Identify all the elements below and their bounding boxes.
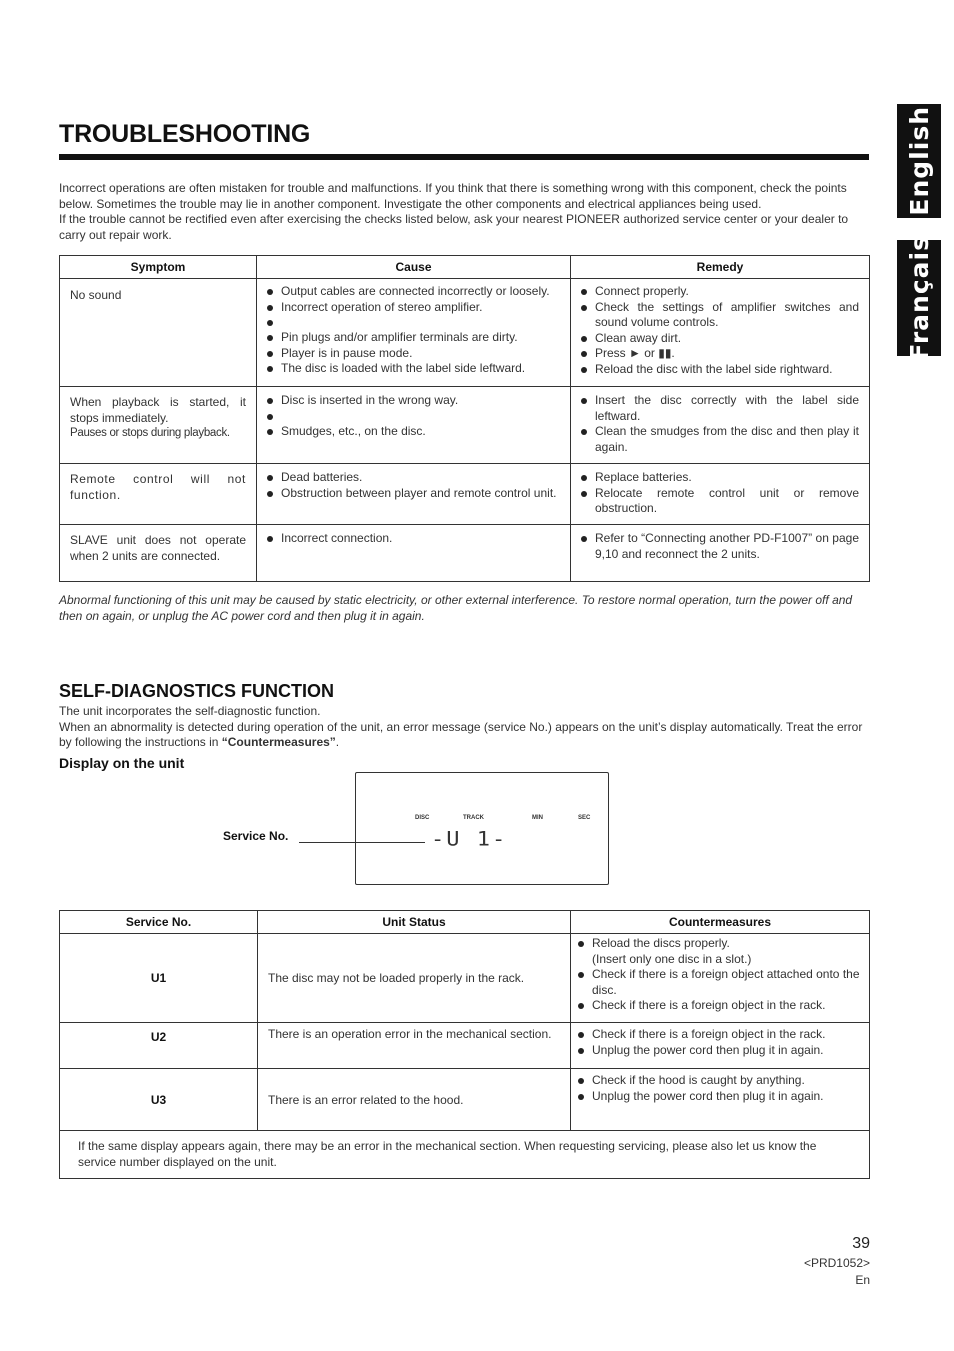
list-item: Reload the disc with the label side rightward.	[577, 362, 859, 378]
col-header-service-no: Service No.	[60, 911, 258, 934]
service-table	[59, 910, 870, 1179]
self-diagnostics-title: SELF-DIAGNOSTICS FUNCTION	[59, 681, 334, 701]
display-readout: -U 1-	[431, 828, 508, 851]
list-item: Check if there is a foreign object attached onto the disc.	[574, 967, 863, 998]
display-label-min: MIN	[532, 815, 543, 821]
symptom-cell: When playback is started, it stops immediately.	[70, 395, 246, 425]
list-item: Check if there is a foreign object in the rack.	[574, 998, 863, 1014]
list-item: The disc is loaded with the label side leftward.	[263, 361, 562, 377]
col-header-remedy: Remedy	[571, 256, 870, 279]
col-header-unit-status: Unit Status	[258, 911, 571, 934]
list-item: Clean away dirt.	[577, 331, 859, 347]
list-item: Press ► or ▮▮.	[577, 346, 859, 362]
col-header-cause: Cause	[257, 256, 571, 279]
page-number: 39	[852, 1235, 870, 1252]
list-item: Output cables are connected incorrectly or loosely.	[263, 284, 562, 300]
list-item: Pin plugs and/or amplifier terminals are dirty.	[263, 330, 562, 346]
table-row	[60, 934, 870, 1023]
col-header-symptom: Symptom	[60, 256, 257, 279]
unit-status-cell: The disc may not be loaded properly in the rack.	[258, 934, 571, 1023]
callout-leader-line	[299, 842, 425, 843]
page-language: En	[855, 1273, 870, 1287]
unit-status-cell: There is an error related to the hood.	[258, 1069, 571, 1131]
list-item: Disc is inserted in the wrong way.	[263, 393, 562, 409]
symptom-cell: Pauses or stops during playback.	[70, 427, 230, 439]
intro-paragraph-2: If the trouble cannot be rectified even after exercising the checks listed below, ask your nearest PIONEER authorized service center or your dealer to carry out repair work.	[59, 212, 849, 242]
list-item: Unplug the power cord then plug it in again.	[574, 1043, 863, 1059]
list-item: Smudges, etc., on the disc.	[263, 424, 562, 440]
col-header-countermeasures: Countermeasures	[571, 911, 870, 934]
display-label-track: TRACK	[463, 815, 484, 821]
page-title: TROUBLESHOOTING	[59, 120, 311, 148]
table-row	[60, 1131, 870, 1179]
table-row	[60, 1023, 870, 1069]
list-item: Refer to “Connecting another PD-F1007” on page 9,10 and reconnect the 2 units.	[577, 531, 859, 562]
list-item: Incorrect connection.	[263, 531, 562, 547]
unit-status-cell: There is an operation error in the mechanical section.	[258, 1023, 571, 1069]
self-diagnostics-text	[59, 704, 874, 751]
table-row	[60, 387, 870, 464]
symptom-cell: No sound	[70, 288, 122, 302]
list-item: Connect properly.	[577, 284, 859, 300]
countermeasures-ref: “Countermeasures”	[221, 735, 336, 749]
list-item: Dead batteries.	[263, 470, 562, 486]
table-row	[60, 1069, 870, 1131]
list-item: Replace batteries.	[577, 470, 859, 486]
language-tab-english[interactable]	[897, 104, 941, 218]
language-tab-english-label: English	[904, 106, 934, 216]
intro-paragraph-1: Incorrect operations are often mistaken for trouble and malfunctions. If you think that there is something wrong with this component, check the points below. Sometimes the trouble may lie in another component. Investigate the other components and electrical appliances being used.	[59, 181, 847, 211]
language-tab-francais[interactable]	[897, 235, 941, 361]
table-row	[60, 464, 870, 525]
list-item: Unplug the power cord then plug it in again.	[574, 1089, 863, 1105]
list-item: Clean the smudges from the disc and then play it again.	[577, 424, 859, 455]
unit-display	[355, 772, 609, 885]
intro-text	[59, 181, 871, 243]
list-item: Incorrect operation of stereo amplifier.	[263, 300, 562, 316]
document-code: <PRD1052>	[803, 1256, 870, 1270]
service-no-cell: U1	[60, 934, 258, 1023]
title-rule	[59, 154, 869, 160]
symptom-cell: Remote control will not function.	[70, 472, 246, 502]
language-tab-francais-label: Français	[904, 235, 934, 361]
list-item: Relocate remote control unit or remove obstruction.	[577, 486, 859, 517]
list-item: Check the settings of amplifier switches and sound volume controls.	[577, 300, 859, 331]
troubleshooting-table	[59, 255, 870, 582]
list-item: Player is in pause mode.	[263, 346, 562, 362]
display-label-disc: DISC	[415, 815, 430, 821]
list-item: Check if the hood is caught by anything.	[574, 1073, 863, 1089]
interference-note: Abnormal functioning of this unit may be caused by static electricity, or other external interference. To restore normal operation, turn the power off and then on again, or unplug the AC power cord and then plug it in again.	[59, 593, 853, 623]
service-no-cell: U3	[60, 1069, 258, 1131]
list-item: Reload the discs properly.	[574, 936, 863, 952]
table-row	[60, 279, 870, 387]
list-item: (Insert only one disc in a slot.)	[592, 951, 752, 966]
symptom-cell: SLAVE unit does not operate when 2 units are connected.	[70, 533, 246, 563]
service-no-callout: Service No.	[223, 829, 289, 843]
self-diagnostics-line-2: When an abnormality is detected during operation of the unit, an error message (service No.) appears on the unit’s display automatically. Treat the error by following the instructions in “Countermeasures”.	[59, 719, 863, 749]
list-item: Check if there is a foreign object in the rack.	[574, 1027, 863, 1043]
service-no-cell: U2	[60, 1023, 258, 1069]
service-footer-note: If the same display appears again, there may be an error in the mechanical section. When requesting servicing, please also let us know the service number displayed on the unit.	[60, 1131, 870, 1179]
display-label-sec: SEC	[578, 815, 591, 821]
display-heading: Display on the unit	[59, 755, 185, 771]
self-diagnostics-line-1: The unit incorporates the self-diagnostic function.	[59, 704, 321, 718]
list-item: Obstruction between player and remote control unit.	[263, 486, 562, 502]
list-item: Insert the disc correctly with the label side leftward.	[577, 393, 859, 424]
table-row	[60, 525, 870, 582]
